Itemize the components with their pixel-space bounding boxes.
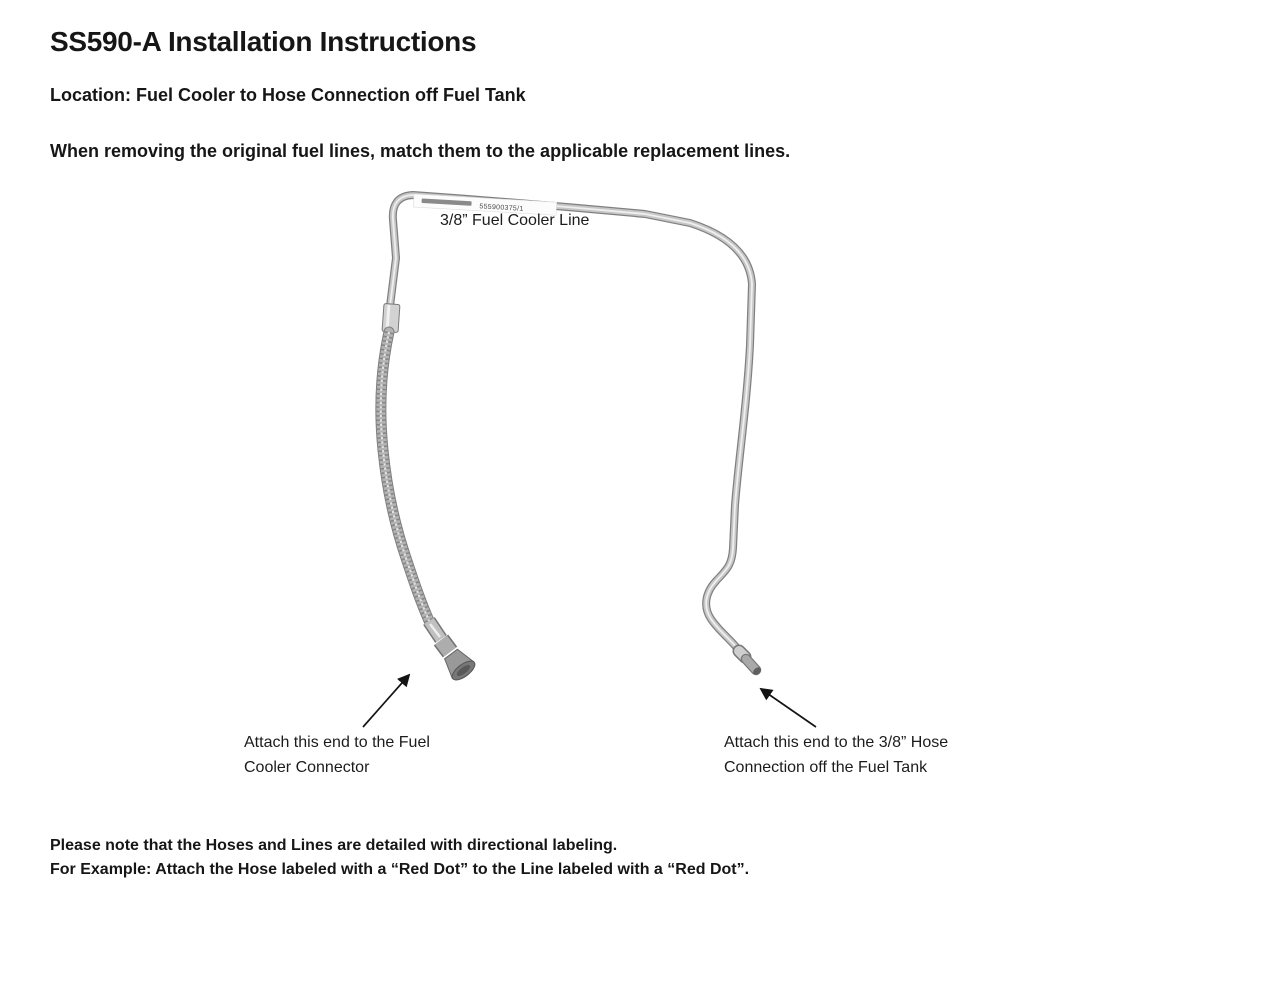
left-callout-text <box>244 730 430 780</box>
metal-line <box>390 195 752 664</box>
footer-note-line2: For Example: Attach the Hose labeled with a “Red Dot” to the Line labeled with a “Red Dot”. <box>50 861 750 878</box>
left-callout-line2: Cooler Connector <box>244 759 370 776</box>
right-callout-line1: Attach this end to the 3/8” Hose <box>724 734 949 751</box>
left-callout-line1: Attach this end to the Fuel <box>244 734 430 751</box>
figure-label-fuel-cooler-line: 3/8” Fuel Cooler Line <box>440 212 590 229</box>
right-callout-line2: Connection off the Fuel Tank <box>724 759 928 776</box>
left-callout-arrow <box>363 675 409 727</box>
page-title: SS590-A Installation Instructions <box>50 26 477 57</box>
right-callout-arrow <box>761 689 816 727</box>
footer-note-line1: Please note that the Hoses and Lines are detailed with directional labeling. <box>50 837 618 854</box>
instruction-line: When removing the original fuel lines, match them to the applicable replacement lines. <box>50 141 791 161</box>
braided-hose <box>381 332 430 623</box>
footer-note <box>50 834 749 882</box>
location-line: Location: Fuel Cooler to Hose Connection off Fuel Tank <box>50 85 526 105</box>
sticker-part-number: 555900375/1 <box>479 203 524 213</box>
hose-end-connector <box>429 621 478 683</box>
tube-end-fitting <box>739 651 762 676</box>
right-callout-text <box>724 730 948 780</box>
